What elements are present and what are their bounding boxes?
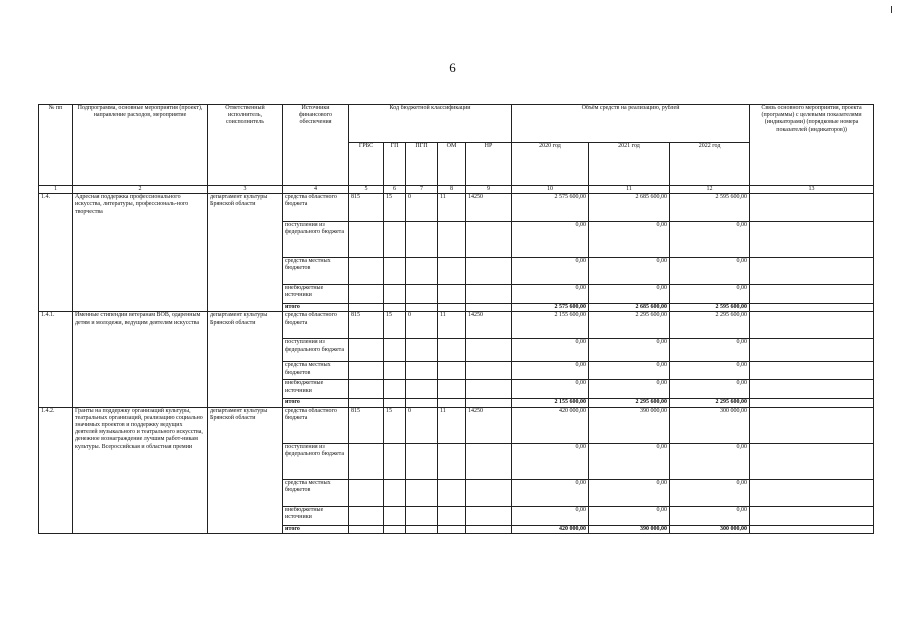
code-empty (438, 222, 466, 258)
code-empty (406, 285, 438, 304)
header-link: Связь основного мероприятия, проекта (программы) с целевыми показателями (индикаторами) (порядковые номера показателей (индикаторов)) (750, 105, 874, 186)
funding-source: средства областного бюджета (283, 407, 349, 443)
value-2021: 2 295 600,00 (589, 312, 670, 339)
code-empty (466, 380, 512, 399)
indicator-link (750, 399, 874, 407)
code-gp: 15 (384, 312, 406, 339)
indicator-link (750, 362, 874, 380)
value-2020: 0,00 (512, 443, 589, 479)
code-empty (384, 258, 406, 285)
indicator-link (750, 479, 874, 506)
value-2022: 2 595 600,00 (670, 304, 750, 312)
code-empty (438, 304, 466, 312)
code-nr: 14250 (466, 407, 512, 443)
col-index: 8 (438, 186, 466, 194)
code-om: 11 (438, 194, 466, 222)
col-index: 2 (73, 186, 208, 194)
code-empty (406, 506, 438, 525)
funding-source: итого (283, 304, 349, 312)
indicator-link (750, 304, 874, 312)
col-index: 10 (512, 186, 589, 194)
indicator-link (750, 285, 874, 304)
value-2021: 2 295 600,00 (589, 399, 670, 407)
header-2022: 2022 год (670, 143, 750, 186)
code-empty (349, 339, 384, 362)
funding-source: средства областного бюджета (283, 194, 349, 222)
code-empty (406, 339, 438, 362)
header-2020: 2020 год (512, 143, 589, 186)
code-empty (384, 222, 406, 258)
value-2022: 0,00 (670, 285, 750, 304)
value-2022: 0,00 (670, 362, 750, 380)
item-number: 1.4. (39, 194, 73, 312)
header-kbk: Код бюджетной классификации (349, 105, 512, 143)
code-empty (349, 304, 384, 312)
code-empty (406, 304, 438, 312)
code-empty (466, 506, 512, 525)
funding-source: поступления из федерального бюджета (283, 443, 349, 479)
header-2021: 2021 год (589, 143, 670, 186)
value-2020: 2 575 600,00 (512, 194, 589, 222)
col-index: 5 (349, 186, 384, 194)
code-empty (384, 380, 406, 399)
header-source: Источники финансового обеспечения (283, 105, 349, 186)
header-grbs: ГРБС (349, 143, 384, 186)
col-index: 13 (750, 186, 874, 194)
value-2020: 0,00 (512, 362, 589, 380)
code-empty (466, 443, 512, 479)
code-empty (384, 443, 406, 479)
funding-source: поступления из федерального бюджета (283, 222, 349, 258)
value-2021: 390 000,00 (589, 407, 670, 443)
code-empty (406, 479, 438, 506)
code-empty (438, 285, 466, 304)
indicator-link (750, 380, 874, 399)
value-2020: 0,00 (512, 222, 589, 258)
code-pgp: 0 (406, 194, 438, 222)
funding-source: средства местных бюджетов (283, 362, 349, 380)
header-gp: ГП (384, 143, 406, 186)
code-empty (349, 506, 384, 525)
code-empty (466, 525, 512, 533)
col-index: 9 (466, 186, 512, 194)
code-empty (384, 525, 406, 533)
item-executor: департамент культуры Брянской области (208, 407, 283, 533)
indicator-link (750, 258, 874, 285)
col-index: 4 (283, 186, 349, 194)
indicator-link (750, 339, 874, 362)
code-empty (349, 285, 384, 304)
value-2021: 0,00 (589, 443, 670, 479)
value-2021: 2 685 600,00 (589, 304, 670, 312)
table-row (39, 407, 874, 443)
value-2021: 0,00 (589, 258, 670, 285)
value-2022: 2 295 600,00 (670, 312, 750, 339)
indicator-link (750, 525, 874, 533)
funding-source: итого (283, 399, 349, 407)
code-empty (349, 525, 384, 533)
code-empty (438, 506, 466, 525)
col-index: 7 (406, 186, 438, 194)
code-empty (406, 362, 438, 380)
code-pgp: 0 (406, 312, 438, 339)
code-empty (384, 399, 406, 407)
value-2022: 0,00 (670, 443, 750, 479)
col-index: 12 (670, 186, 750, 194)
indicator-link (750, 407, 874, 443)
value-2022: 0,00 (670, 222, 750, 258)
value-2020: 0,00 (512, 380, 589, 399)
budget-table (38, 104, 874, 534)
indicator-link (750, 443, 874, 479)
code-empty (406, 380, 438, 399)
table-row (39, 194, 874, 222)
funding-source: итого (283, 525, 349, 533)
code-empty (349, 479, 384, 506)
indicator-link (750, 222, 874, 258)
col-index: 6 (384, 186, 406, 194)
code-empty (406, 222, 438, 258)
item-name: Адресная поддержка профессионального искусства, литературы, профессиональ-ного творчества (73, 194, 208, 312)
value-2020: 0,00 (512, 258, 589, 285)
code-empty (438, 380, 466, 399)
value-2020: 0,00 (512, 339, 589, 362)
code-empty (349, 380, 384, 399)
indicator-link (750, 312, 874, 339)
code-grbs: 815 (349, 407, 384, 443)
code-grbs: 815 (349, 194, 384, 222)
code-empty (349, 443, 384, 479)
code-empty (406, 399, 438, 407)
funding-source: внебюджетные источники (283, 285, 349, 304)
value-2021: 0,00 (589, 506, 670, 525)
header-volume: Объём средств на реализацию, рублей (512, 105, 750, 143)
indicator-link (750, 194, 874, 222)
value-2020: 420 000,00 (512, 525, 589, 533)
value-2021: 0,00 (589, 285, 670, 304)
value-2020: 0,00 (512, 506, 589, 525)
value-2022: 0,00 (670, 506, 750, 525)
value-2020: 0,00 (512, 285, 589, 304)
col-index: 3 (208, 186, 283, 194)
header-om: ОМ (438, 143, 466, 186)
code-empty (384, 362, 406, 380)
code-om: 11 (438, 407, 466, 443)
funding-source: внебюджетные источники (283, 506, 349, 525)
value-2021: 390 000,00 (589, 525, 670, 533)
value-2020: 0,00 (512, 479, 589, 506)
code-nr: 14250 (466, 194, 512, 222)
code-empty (466, 399, 512, 407)
code-empty (466, 362, 512, 380)
code-empty (466, 285, 512, 304)
code-empty (466, 479, 512, 506)
header-pgp: ПГП (406, 143, 438, 186)
code-pgp: 0 (406, 407, 438, 443)
code-nr: 14250 (466, 312, 512, 339)
header-name: Подпрограмма, основные мероприятия (проект), направление расходов, мероприятие (73, 105, 208, 186)
value-2022: 0,00 (670, 380, 750, 399)
code-om: 11 (438, 312, 466, 339)
code-empty (466, 258, 512, 285)
code-empty (349, 258, 384, 285)
funding-source: внебюджетные источники (283, 380, 349, 399)
value-2022: 0,00 (670, 258, 750, 285)
code-empty (406, 525, 438, 533)
item-number: 1.4.1. (39, 312, 73, 407)
value-2020: 420 000,00 (512, 407, 589, 443)
item-executor: департамент культуры Брянской области (208, 312, 283, 407)
value-2022: 2 595 600,00 (670, 194, 750, 222)
item-name: Гранты на поддержку организаций культуры, театральных организаций, реализацию социально значимых проектов и поддержку ведущих деятелей музыкального и театрального искусства, денежное вознаграждение лучшим работ-никам культуры. Всероссийская и областная премии (73, 407, 208, 533)
table-row (39, 312, 874, 339)
code-grbs: 815 (349, 312, 384, 339)
code-empty (438, 399, 466, 407)
header-exec: Ответственный исполнитель, соисполнитель (208, 105, 283, 186)
value-2021: 0,00 (589, 362, 670, 380)
code-empty (438, 525, 466, 533)
scan-edge-mark (891, 6, 892, 13)
col-index: 1 (39, 186, 73, 194)
code-empty (384, 285, 406, 304)
code-empty (384, 506, 406, 525)
value-2022: 2 295 600,00 (670, 399, 750, 407)
code-empty (384, 479, 406, 506)
value-2021: 0,00 (589, 339, 670, 362)
code-gp: 15 (384, 194, 406, 222)
funding-source: средства местных бюджетов (283, 479, 349, 506)
code-empty (406, 258, 438, 285)
code-empty (438, 258, 466, 285)
code-empty (349, 222, 384, 258)
code-empty (438, 339, 466, 362)
value-2020: 2 155 600,00 (512, 312, 589, 339)
item-name: Именные стипендии ветеранам ВОВ, одаренным детям и молодежи, ведущим деятелям искусства (73, 312, 208, 407)
page-number: 6 (449, 60, 456, 75)
value-2021: 0,00 (589, 222, 670, 258)
header-num: № пп (39, 105, 73, 186)
value-2020: 2 155 600,00 (512, 399, 589, 407)
code-empty (349, 362, 384, 380)
code-empty (438, 362, 466, 380)
value-2022: 0,00 (670, 339, 750, 362)
indicator-link (750, 506, 874, 525)
funding-source: средства местных бюджетов (283, 258, 349, 285)
code-empty (438, 443, 466, 479)
code-empty (384, 339, 406, 362)
code-empty (466, 222, 512, 258)
item-number: 1.4.2. (39, 407, 73, 533)
code-empty (466, 304, 512, 312)
value-2022: 0,00 (670, 479, 750, 506)
value-2021: 2 685 600,00 (589, 194, 670, 222)
col-index: 11 (589, 186, 670, 194)
code-empty (349, 399, 384, 407)
code-empty (438, 479, 466, 506)
funding-source: средства областного бюджета (283, 312, 349, 339)
value-2022: 300 000,00 (670, 525, 750, 533)
code-empty (466, 339, 512, 362)
value-2021: 0,00 (589, 479, 670, 506)
value-2021: 0,00 (589, 380, 670, 399)
code-empty (384, 304, 406, 312)
code-empty (406, 443, 438, 479)
value-2022: 300 000,00 (670, 407, 750, 443)
code-gp: 15 (384, 407, 406, 443)
header-nr: НР (466, 143, 512, 186)
value-2020: 2 575 600,00 (512, 304, 589, 312)
item-executor: департамент культуры Брянской области (208, 194, 283, 312)
funding-source: поступления из федерального бюджета (283, 339, 349, 362)
